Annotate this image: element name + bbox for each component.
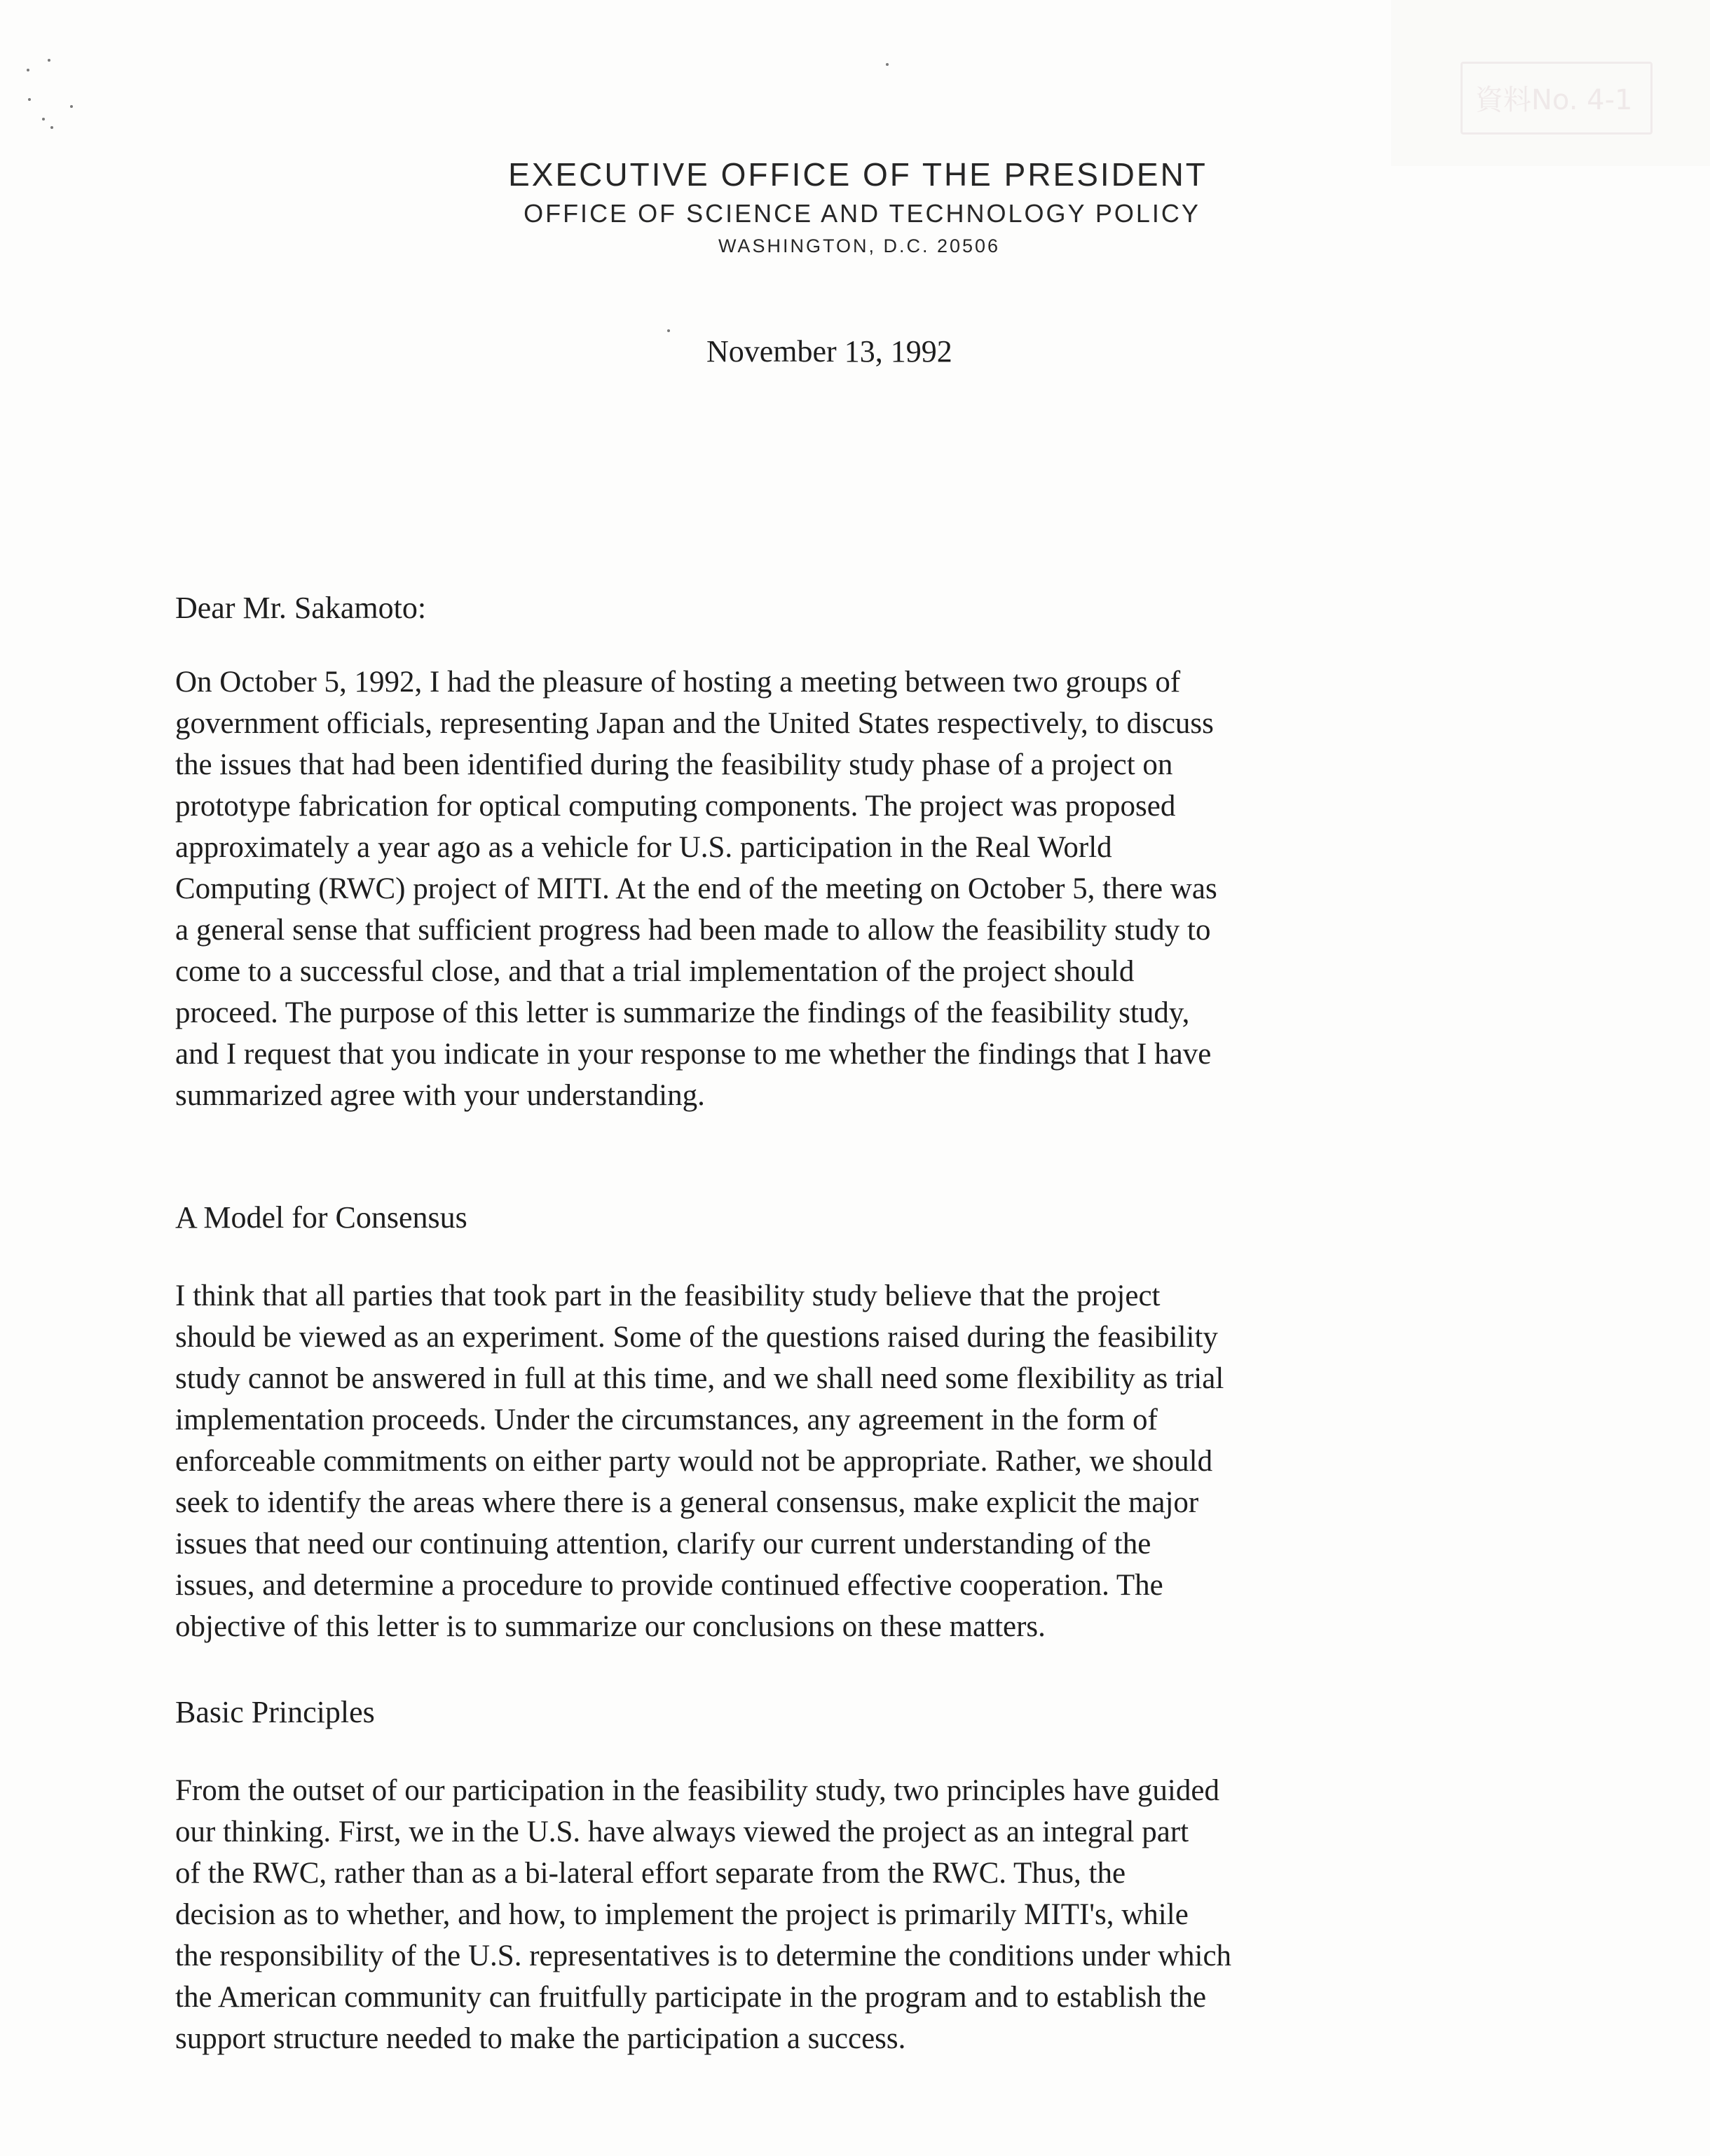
paragraph-line: the responsibility of the U.S. representatives is to determine the conditions under which [175, 1939, 1232, 1972]
paragraph-line: issues, and determine a procedure to provide continued effective cooperation. The [175, 1569, 1163, 1602]
paragraph-line: enforceable commitments on either party would not be appropriate. Rather, we should [175, 1445, 1213, 1478]
section-heading-basic-principles: Basic Principles [175, 1695, 375, 1729]
paragraph-line: the American community can fruitfully participate in the program and to establish the [175, 1981, 1207, 2014]
paragraph-line: issues that need our continuing attention, clarify our current understanding of the [175, 1527, 1151, 1560]
paragraph-line: and I request that you indicate in your response to me whether the findings that I have [175, 1038, 1212, 1071]
paragraph-line: of the RWC, rather than as a bi-lateral effort separate from the RWC. Thus, the [175, 1857, 1126, 1890]
paragraph-line: come to a successful close, and that a trial implementation of the project should [175, 955, 1135, 988]
paragraph-line: support structure needed to make the participation a success. [175, 2022, 906, 2055]
letter-date: November 13, 1992 [706, 334, 952, 369]
scan-speck [50, 126, 53, 129]
paragraph-line: study cannot be answered in full at this time, and we shall need some flexibility as trial [175, 1362, 1224, 1395]
scan-speck [27, 69, 29, 71]
paragraph-line: our thinking. First, we in the U.S. have always viewed the project as an integral part [175, 1815, 1189, 1848]
stamp-text: 資料No. 4-1 [1475, 84, 1633, 116]
paragraph-line: approximately a year ago as a vehicle for U.S. participation in the Real World [175, 831, 1112, 864]
scan-speck [48, 59, 50, 62]
paragraph-line: objective of this letter is to summarize our conclusions on these matters. [175, 1610, 1046, 1643]
paragraph-line: From the outset of our participation in the feasibility study, two principles have guided [175, 1774, 1219, 1807]
scan-speck [70, 105, 73, 108]
paragraph-line: should be viewed as an experiment. Some of the questions raised during the feasibility [175, 1321, 1218, 1354]
paragraph-line: government officials, representing Japan and the United States respectively, to discuss [175, 707, 1214, 740]
paragraph-line: On October 5, 1992, I had the pleasure of hosting a meeting between two groups of [175, 666, 1181, 699]
intro-paragraph [175, 661, 1217, 1116]
paragraph-line: a general sense that sufficient progress had been made to allow the feasibility study to [175, 914, 1211, 947]
paragraph-line: implementation proceeds. Under the circumstances, any agreement in the form of [175, 1403, 1158, 1436]
paragraph-line: Computing (RWC) project of MITI. At the end of the meeting on October 5, there was [175, 872, 1217, 905]
paragraph-line: prototype fabrication for optical computing components. The project was proposed [175, 790, 1176, 823]
letterhead-line-2: OFFICE OF SCIENCE AND TECHNOLOGY POLICY [524, 199, 1201, 228]
scan-speck [28, 98, 31, 101]
letterhead-line-1: EXECUTIVE OFFICE OF THE PRESIDENT [508, 156, 1208, 193]
principles-paragraph [175, 1770, 1231, 2059]
section-heading-consensus: A Model for Consensus [175, 1200, 467, 1235]
scan-speck [667, 329, 670, 332]
paragraph-line: summarized agree with your understanding. [175, 1079, 705, 1112]
paragraph-line: proceed. The purpose of this letter is summarize the findings of the feasibility study, [175, 996, 1190, 1029]
paragraph-line: the issues that had been identified during the feasibility study phase of a project on [175, 748, 1173, 781]
paragraph-line: decision as to whether, and how, to implement the project is primarily MITI's, while [175, 1898, 1189, 1931]
salutation: Dear Mr. Sakamoto: [175, 591, 427, 625]
letterhead-address: WASHINGTON, D.C. 20506 [718, 235, 1001, 256]
consensus-paragraph [175, 1275, 1224, 1647]
scan-speck [42, 118, 45, 121]
paragraph-line: I think that all parties that took part in the feasibility study believe that the project [175, 1279, 1161, 1312]
scan-speck [886, 63, 889, 66]
paragraph-line: seek to identify the areas where there is a general consensus, make explicit the major [175, 1486, 1199, 1519]
document-number-stamp [1461, 62, 1653, 135]
